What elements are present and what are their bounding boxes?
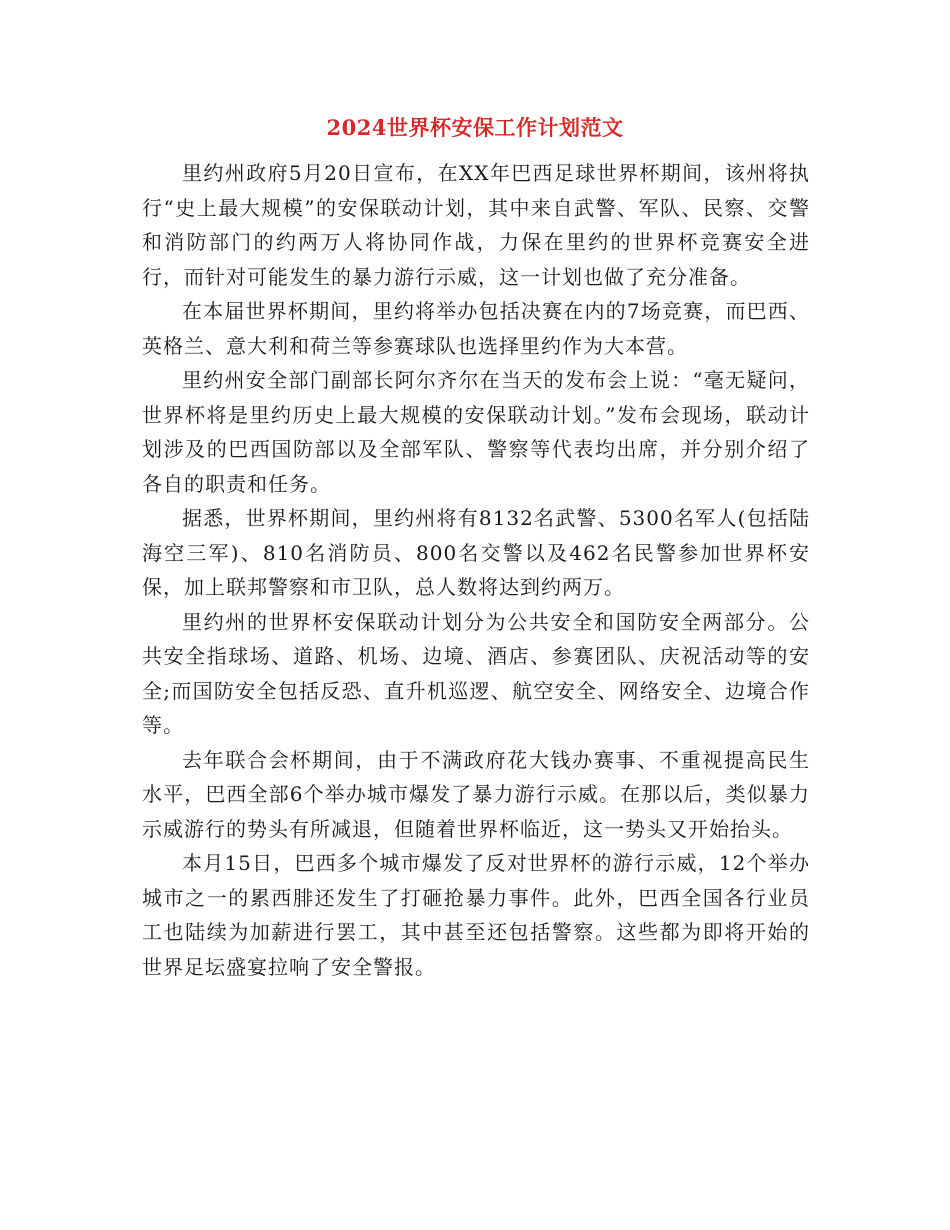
- document-title: 2024世界杯安保工作计划范文: [326, 115, 624, 140]
- paragraph: 本月15日，巴西多个城市爆发了反对世界杯的游行示威，12个举办城市之一的累西腓还发生了打砸抢暴力事件。此外，巴西全国各行业员工也陆续为加薪进行罢工，其中甚至还包括警察。这些都为即将开始的世界足坛盛宴拉响了安全警报。: [142, 851, 810, 979]
- paragraph: 里约州安全部门副部长阿尔齐尔在当天的发布会上说：“毫无疑问，世界杯将是里约历史上最大规模的安保联动计划。”发布会现场，联动计划涉及的巴西国防部以及全部军队、警察等代表均出席，并分别介绍了各自的职责和任务。: [142, 368, 810, 496]
- paragraph: 在本届世界杯期间，里约将举办包括决赛在内的7场竞赛，而巴西、英格兰、意大利和荷兰等参赛球队也选择里约作为大本营。: [142, 299, 810, 358]
- paragraph: 据悉，世界杯期间，里约州将有8132名武警、5300名军人(包括陆海空三军)、810名消防员、800名交警以及462名民警参加世界杯安保，加上联邦警察和市卫队，总人数将达到约两万。: [142, 506, 810, 599]
- paragraph: 里约州的世界杯安保联动计划分为公共安全和国防安全两部分。公共安全指球场、道路、机场、边境、酒店、参赛团队、庆祝活动等的安全;而国防安全包括反恐、直升机巡逻、航空安全、网络安全、边境合作等。: [142, 609, 810, 737]
- paragraph: 去年联合会杯期间，由于不满政府花大钱办赛事、不重视提高民生水平，巴西全部6个举办城市爆发了暴力游行示威。在那以后，类似暴力示威游行的势头有所减退，但随着世界杯临近，这一势头又开始抬头。: [142, 747, 810, 841]
- document-body: [142, 156, 810, 984]
- paragraph: 里约州政府5月20日宣布，在XX年巴西足球世界杯期间，该州将执行“史上最大规模”的安保联动计划，其中来自武警、军队、民察、交警和消防部门的约两万人将协同作战，力保在里约的世界杯竞赛安全进行，而针对可能发生的暴力游行示威，这一计划也做了充分准备。: [142, 161, 810, 289]
